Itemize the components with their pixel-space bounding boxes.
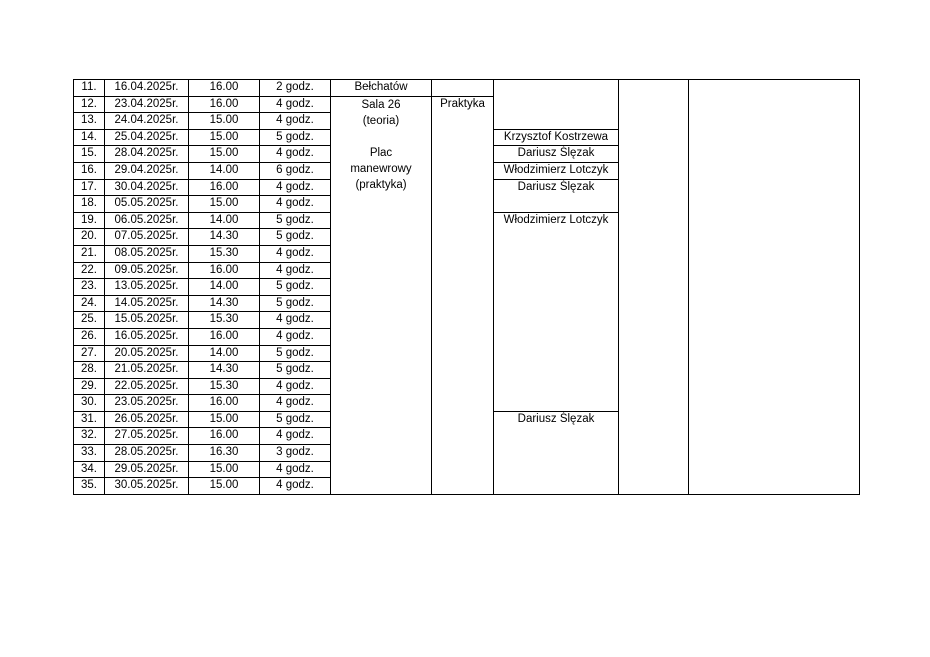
- place-merged-cell: [331, 96, 432, 494]
- row-date: 20.05.2025r.: [105, 345, 189, 362]
- row-duration: 4 godz.: [260, 196, 331, 213]
- row-time: 14.00: [189, 212, 260, 229]
- row-number: 31.: [74, 411, 105, 428]
- row-date: 16.05.2025r.: [105, 328, 189, 345]
- row-time: 14.30: [189, 295, 260, 312]
- row-duration: 5 godz.: [260, 279, 331, 296]
- row-number: 13.: [74, 113, 105, 130]
- row-time: 15.00: [189, 196, 260, 213]
- row-date: 23.04.2025r.: [105, 96, 189, 113]
- row-date: 23.05.2025r.: [105, 395, 189, 412]
- row-date: 25.04.2025r.: [105, 129, 189, 146]
- row-number: 18.: [74, 196, 105, 213]
- row-duration: 4 godz.: [260, 146, 331, 163]
- row-duration: 5 godz.: [260, 212, 331, 229]
- row-time: 14.00: [189, 279, 260, 296]
- row-date: 28.05.2025r.: [105, 445, 189, 462]
- table-row: [74, 80, 860, 97]
- row-duration: 3 godz.: [260, 445, 331, 462]
- row-time: 14.30: [189, 229, 260, 246]
- row-date: 13.05.2025r.: [105, 279, 189, 296]
- row-date: 30.05.2025r.: [105, 478, 189, 495]
- row-date: 07.05.2025r.: [105, 229, 189, 246]
- row-number: 21.: [74, 245, 105, 262]
- instructor-cell: Dariusz Ślęzak: [494, 179, 619, 212]
- row-duration: 4 godz.: [260, 262, 331, 279]
- row-time: 16.30: [189, 445, 260, 462]
- row-date: 14.05.2025r.: [105, 295, 189, 312]
- row-date: 16.04.2025r.: [105, 80, 189, 97]
- type-merged-cell: Praktyka: [432, 96, 494, 494]
- row-duration: 4 godz.: [260, 428, 331, 445]
- row-time: 16.00: [189, 328, 260, 345]
- row-duration: 5 godz.: [260, 362, 331, 379]
- row-duration: 4 godz.: [260, 328, 331, 345]
- row-duration: 4 godz.: [260, 378, 331, 395]
- row-time: 15.00: [189, 478, 260, 495]
- row-number: 16.: [74, 162, 105, 179]
- schedule-body: [74, 80, 860, 495]
- row-number: 19.: [74, 212, 105, 229]
- row-time: 15.30: [189, 312, 260, 329]
- row-time: 15.00: [189, 411, 260, 428]
- instructor-cell: Dariusz Ślęzak: [494, 411, 619, 494]
- row-number: 26.: [74, 328, 105, 345]
- row-date: 21.05.2025r.: [105, 362, 189, 379]
- row-number: 28.: [74, 362, 105, 379]
- row-number: 25.: [74, 312, 105, 329]
- row-duration: 4 godz.: [260, 395, 331, 412]
- row-time: 15.00: [189, 146, 260, 163]
- row-duration: 6 godz.: [260, 162, 331, 179]
- row-date: 28.04.2025r.: [105, 146, 189, 163]
- row-time: 16.00: [189, 80, 260, 97]
- row-time: 16.00: [189, 179, 260, 196]
- row-date: 08.05.2025r.: [105, 245, 189, 262]
- row-duration: 4 godz.: [260, 461, 331, 478]
- row-date: 06.05.2025r.: [105, 212, 189, 229]
- row-time: 16.00: [189, 96, 260, 113]
- place-room: Sala 26: [361, 98, 401, 111]
- schedule-table: [73, 79, 860, 495]
- row-time: 15.00: [189, 113, 260, 130]
- spacer: [331, 129, 431, 145]
- instructor-cell: [494, 80, 619, 130]
- empty-column-2: [689, 80, 860, 495]
- row-date: 05.05.2025r.: [105, 196, 189, 213]
- row-duration: 4 godz.: [260, 245, 331, 262]
- row-duration: 4 godz.: [260, 96, 331, 113]
- instructor-cell: Dariusz Ślęzak: [494, 146, 619, 163]
- instructor-cell: Włodzimierz Lotczyk: [494, 212, 619, 411]
- row-number: 29.: [74, 378, 105, 395]
- row-duration: 2 godz.: [260, 80, 331, 97]
- empty-column-1: [619, 80, 689, 495]
- row-date: 30.04.2025r.: [105, 179, 189, 196]
- instructor-cell: Włodzimierz Lotczyk: [494, 162, 619, 179]
- row-duration: 4 godz.: [260, 478, 331, 495]
- row-date: 26.05.2025r.: [105, 411, 189, 428]
- row-number: 15.: [74, 146, 105, 163]
- row-number: 20.: [74, 229, 105, 246]
- row-duration: 4 godz.: [260, 179, 331, 196]
- row-number: 12.: [74, 96, 105, 113]
- row-date: 29.05.2025r.: [105, 461, 189, 478]
- row-number: 27.: [74, 345, 105, 362]
- place-cell: Bełchatów: [331, 80, 432, 97]
- row-duration: 5 godz.: [260, 411, 331, 428]
- type-cell: [432, 80, 494, 97]
- row-time: 14.30: [189, 362, 260, 379]
- row-duration: 5 godz.: [260, 229, 331, 246]
- row-time: 15.30: [189, 245, 260, 262]
- row-number: 35.: [74, 478, 105, 495]
- row-duration: 4 godz.: [260, 113, 331, 130]
- row-number: 23.: [74, 279, 105, 296]
- row-number: 22.: [74, 262, 105, 279]
- place-yard-line2: manewrowy: [350, 162, 412, 175]
- row-date: 09.05.2025r.: [105, 262, 189, 279]
- row-time: 14.00: [189, 345, 260, 362]
- row-time: 14.00: [189, 162, 260, 179]
- row-time: 15.00: [189, 129, 260, 146]
- row-time: 15.00: [189, 461, 260, 478]
- row-date: 27.05.2025r.: [105, 428, 189, 445]
- row-number: 14.: [74, 129, 105, 146]
- row-date: 15.05.2025r.: [105, 312, 189, 329]
- place-yard-note: (praktyka): [355, 178, 407, 191]
- row-number: 33.: [74, 445, 105, 462]
- row-number: 17.: [74, 179, 105, 196]
- row-duration: 5 godz.: [260, 345, 331, 362]
- row-time: 16.00: [189, 428, 260, 445]
- row-duration: 5 godz.: [260, 295, 331, 312]
- row-date: 24.04.2025r.: [105, 113, 189, 130]
- row-date: 29.04.2025r.: [105, 162, 189, 179]
- row-duration: 5 godz.: [260, 129, 331, 146]
- row-number: 24.: [74, 295, 105, 312]
- row-duration: 4 godz.: [260, 312, 331, 329]
- row-date: 22.05.2025r.: [105, 378, 189, 395]
- row-number: 11.: [74, 80, 105, 97]
- row-number: 32.: [74, 428, 105, 445]
- place-yard-line1: Plac: [369, 146, 393, 159]
- row-time: 16.00: [189, 262, 260, 279]
- place-room-note: (teoria): [362, 114, 400, 127]
- row-number: 34.: [74, 461, 105, 478]
- instructor-cell: Krzysztof Kostrzewa: [494, 129, 619, 146]
- row-number: 30.: [74, 395, 105, 412]
- row-time: 15.30: [189, 378, 260, 395]
- row-time: 16.00: [189, 395, 260, 412]
